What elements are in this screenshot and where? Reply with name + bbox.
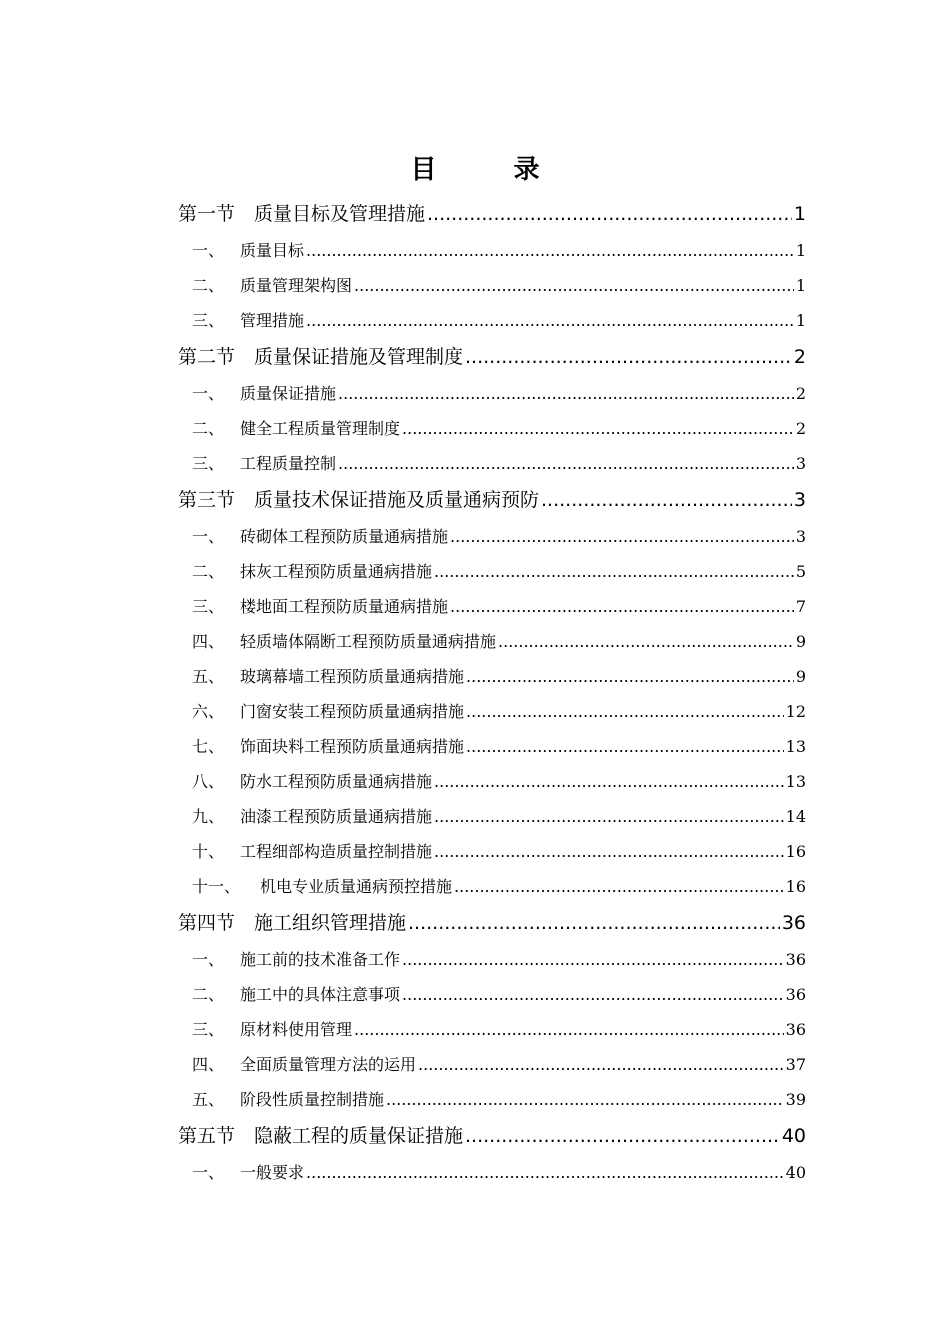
- toc-entry-number: 二、: [192, 562, 225, 581]
- toc-entry-page-number: 37: [785, 1055, 806, 1074]
- toc-entry-page-number: 2: [795, 384, 806, 403]
- toc-entry-number: 十、: [192, 842, 225, 861]
- toc-entry-label: 砖砌体工程预防质量通病措施: [240, 527, 449, 546]
- toc-subsection-entry[interactable]: [178, 411, 806, 446]
- toc-subsection-entry[interactable]: [178, 1012, 806, 1047]
- toc-entry-page-number: 1: [795, 276, 806, 295]
- toc-entry-page-number: 3: [793, 489, 806, 511]
- toc-entry-page-number: 14: [785, 807, 806, 826]
- toc-subsection-entry[interactable]: [178, 729, 806, 764]
- toc-dot-leader: [465, 1117, 780, 1155]
- toc-entry-label: 施工前的技术准备工作: [240, 950, 401, 969]
- toc-dot-leader: [402, 977, 784, 1012]
- toc-entry-label: 油漆工程预防质量通病措施: [240, 807, 433, 826]
- toc-entry-label: 管理措施: [240, 311, 305, 330]
- toc-subsection-entry[interactable]: [178, 942, 806, 977]
- toc-dot-leader: [306, 303, 794, 338]
- toc-entry-label: 工程质量控制: [240, 454, 337, 473]
- toc-subsection-entry[interactable]: [178, 834, 806, 869]
- toc-entry-number: 第四节: [178, 912, 236, 934]
- toc-dot-leader: [434, 554, 794, 589]
- toc-dot-leader: [354, 268, 794, 303]
- toc-dot-leader: [466, 694, 784, 729]
- toc-entry-page-number: 1: [793, 203, 806, 225]
- toc-entry-label: 隐蔽工程的质量保证措施: [254, 1125, 464, 1147]
- toc-entry-label: 门窗安装工程预防质量通病措施: [240, 702, 465, 721]
- toc-subsection-entry[interactable]: [178, 376, 806, 411]
- toc-subsection-entry[interactable]: [178, 268, 806, 303]
- toc-entry-page-number: 3: [795, 527, 806, 546]
- toc-entry-page-number: 2: [795, 419, 806, 438]
- toc-entry-number: 四、: [192, 1055, 225, 1074]
- toc-dot-leader: [466, 659, 794, 694]
- toc-entry-number: 第二节: [178, 346, 236, 368]
- toc-entry-label: 质量目标: [240, 241, 305, 260]
- toc-dot-leader: [450, 519, 794, 554]
- toc-entry-number: 十一、: [192, 877, 241, 896]
- toc-entry-number: 五、: [192, 1090, 225, 1109]
- toc-subsection-entry[interactable]: [178, 977, 806, 1012]
- toc-entry-number: 第三节: [178, 489, 236, 511]
- toc-subsection-entry[interactable]: [178, 624, 806, 659]
- toc-entry-label: 机电专业质量通病预控措施: [260, 877, 453, 896]
- toc-entry-label: 防水工程预防质量通病措施: [240, 772, 433, 791]
- toc-entry-page-number: 5: [795, 562, 806, 581]
- toc-dot-leader: [306, 233, 794, 268]
- toc-entry-number: 三、: [192, 1020, 225, 1039]
- toc-dot-leader: [354, 1012, 784, 1047]
- toc-entry-label: 一般要求: [240, 1163, 305, 1182]
- toc-dot-leader: [338, 376, 794, 411]
- toc-section-entry[interactable]: [178, 338, 806, 376]
- toc-subsection-entry[interactable]: [178, 1082, 806, 1117]
- toc-entry-page-number: 36: [785, 1020, 806, 1039]
- toc-entry-page-number: 36: [785, 985, 806, 1004]
- toc-entry-number: 二、: [192, 985, 225, 1004]
- toc-subsection-entry[interactable]: [178, 233, 806, 268]
- toc-entry-number: 四、: [192, 632, 225, 651]
- toc-entry-number: 一、: [192, 384, 225, 403]
- toc-entry-label: 楼地面工程预防质量通病措施: [240, 597, 449, 616]
- toc-entry-label: 施工组织管理措施: [254, 912, 407, 934]
- toc-entry-number: 六、: [192, 702, 225, 721]
- toc-subsection-entry[interactable]: [178, 1155, 806, 1190]
- toc-dot-leader: [434, 834, 784, 869]
- toc-dot-leader: [434, 799, 784, 834]
- toc-dot-leader: [450, 589, 794, 624]
- toc-entry-label: 质量保证措施: [240, 384, 337, 403]
- toc-entry-page-number: 40: [785, 1163, 806, 1182]
- toc-section-entry[interactable]: [178, 195, 806, 233]
- toc-entry-label: 抹灰工程预防质量通病措施: [240, 562, 433, 581]
- toc-entry-number: 第五节: [178, 1125, 236, 1147]
- toc-entry-label: 质量技术保证措施及质量通病预防: [254, 489, 540, 511]
- toc-entry-label: 质量保证措施及管理制度: [254, 346, 464, 368]
- toc-dot-leader: [434, 764, 784, 799]
- toc-entry-label: 原材料使用管理: [240, 1020, 353, 1039]
- toc-entry-page-number: 7: [795, 597, 806, 616]
- toc-entry-page-number: 3: [795, 454, 806, 473]
- toc-dot-leader: [418, 1047, 784, 1082]
- toc-entry-page-number: 9: [795, 632, 806, 651]
- toc-subsection-entry[interactable]: [178, 764, 806, 799]
- toc-entry-page-number: 40: [781, 1125, 806, 1147]
- toc-entry-label: 工程细部构造质量控制措施: [240, 842, 433, 861]
- toc-entry-page-number: 36: [781, 912, 806, 934]
- toc-dot-leader: [454, 869, 784, 904]
- toc-entry-number: 二、: [192, 276, 225, 295]
- table-of-contents: [178, 195, 806, 1190]
- toc-subsection-entry[interactable]: [178, 446, 806, 481]
- toc-subsection-entry[interactable]: [178, 554, 806, 589]
- toc-dot-leader: [498, 624, 794, 659]
- toc-entry-page-number: 9: [795, 667, 806, 686]
- toc-dot-leader: [306, 1155, 784, 1190]
- toc-subsection-entry[interactable]: [178, 694, 806, 729]
- toc-subsection-entry[interactable]: [178, 519, 806, 554]
- toc-entry-number: 二、: [192, 419, 225, 438]
- toc-dot-leader: [402, 411, 794, 446]
- toc-entry-number: 第一节: [178, 203, 236, 225]
- toc-entry-page-number: 16: [785, 877, 806, 896]
- toc-entry-label: 饰面块料工程预防质量通病措施: [240, 737, 465, 756]
- toc-title: 目 录: [410, 155, 574, 185]
- toc-section-entry[interactable]: [178, 904, 806, 942]
- toc-subsection-entry[interactable]: [178, 589, 806, 624]
- toc-subsection-entry[interactable]: [178, 869, 806, 904]
- toc-entry-page-number: 13: [785, 772, 806, 791]
- toc-dot-leader: [541, 481, 792, 519]
- toc-entry-number: 八、: [192, 772, 225, 791]
- toc-entry-number: 一、: [192, 527, 225, 546]
- toc-dot-leader: [465, 338, 792, 376]
- toc-entry-number: 三、: [192, 311, 225, 330]
- toc-subsection-entry[interactable]: [178, 659, 806, 694]
- toc-entry-label: 全面质量管理方法的运用: [240, 1055, 417, 1074]
- toc-entry-label: 质量目标及管理措施: [254, 203, 426, 225]
- toc-entry-page-number: 13: [785, 737, 806, 756]
- toc-entry-page-number: 2: [793, 346, 806, 368]
- toc-entry-label: 阶段性质量控制措施: [240, 1090, 385, 1109]
- toc-dot-leader: [427, 195, 792, 233]
- toc-entry-page-number: 1: [795, 311, 806, 330]
- toc-subsection-entry[interactable]: [178, 1047, 806, 1082]
- toc-subsection-entry[interactable]: [178, 799, 806, 834]
- toc-entry-page-number: 1: [795, 241, 806, 260]
- toc-entry-label: 质量管理架构图: [240, 276, 353, 295]
- toc-entry-number: 三、: [192, 597, 225, 616]
- toc-section-entry[interactable]: [178, 481, 806, 519]
- toc-entry-number: 一、: [192, 241, 225, 260]
- toc-entry-label: 轻质墙体隔断工程预防质量通病措施: [240, 632, 497, 651]
- toc-dot-leader: [386, 1082, 784, 1117]
- toc-entry-label: 健全工程质量管理制度: [240, 419, 401, 438]
- toc-entry-label: 施工中的具体注意事项: [240, 985, 401, 1004]
- toc-entry-page-number: 12: [785, 702, 806, 721]
- toc-entry-number: 三、: [192, 454, 225, 473]
- toc-entry-label: 玻璃幕墙工程预防质量通病措施: [240, 667, 465, 686]
- toc-dot-leader: [402, 942, 784, 977]
- toc-entry-number: 九、: [192, 807, 225, 826]
- toc-dot-leader: [466, 729, 784, 764]
- toc-entry-number: 七、: [192, 737, 225, 756]
- toc-entry-page-number: 16: [785, 842, 806, 861]
- toc-dot-leader: [338, 446, 794, 481]
- toc-subsection-entry[interactable]: [178, 303, 806, 338]
- toc-entry-number: 五、: [192, 667, 225, 686]
- toc-entry-page-number: 36: [785, 950, 806, 969]
- toc-section-entry[interactable]: [178, 1117, 806, 1155]
- toc-entry-page-number: 39: [785, 1090, 806, 1109]
- toc-dot-leader: [408, 904, 780, 942]
- toc-entry-number: 一、: [192, 1163, 225, 1182]
- toc-entry-number: 一、: [192, 950, 225, 969]
